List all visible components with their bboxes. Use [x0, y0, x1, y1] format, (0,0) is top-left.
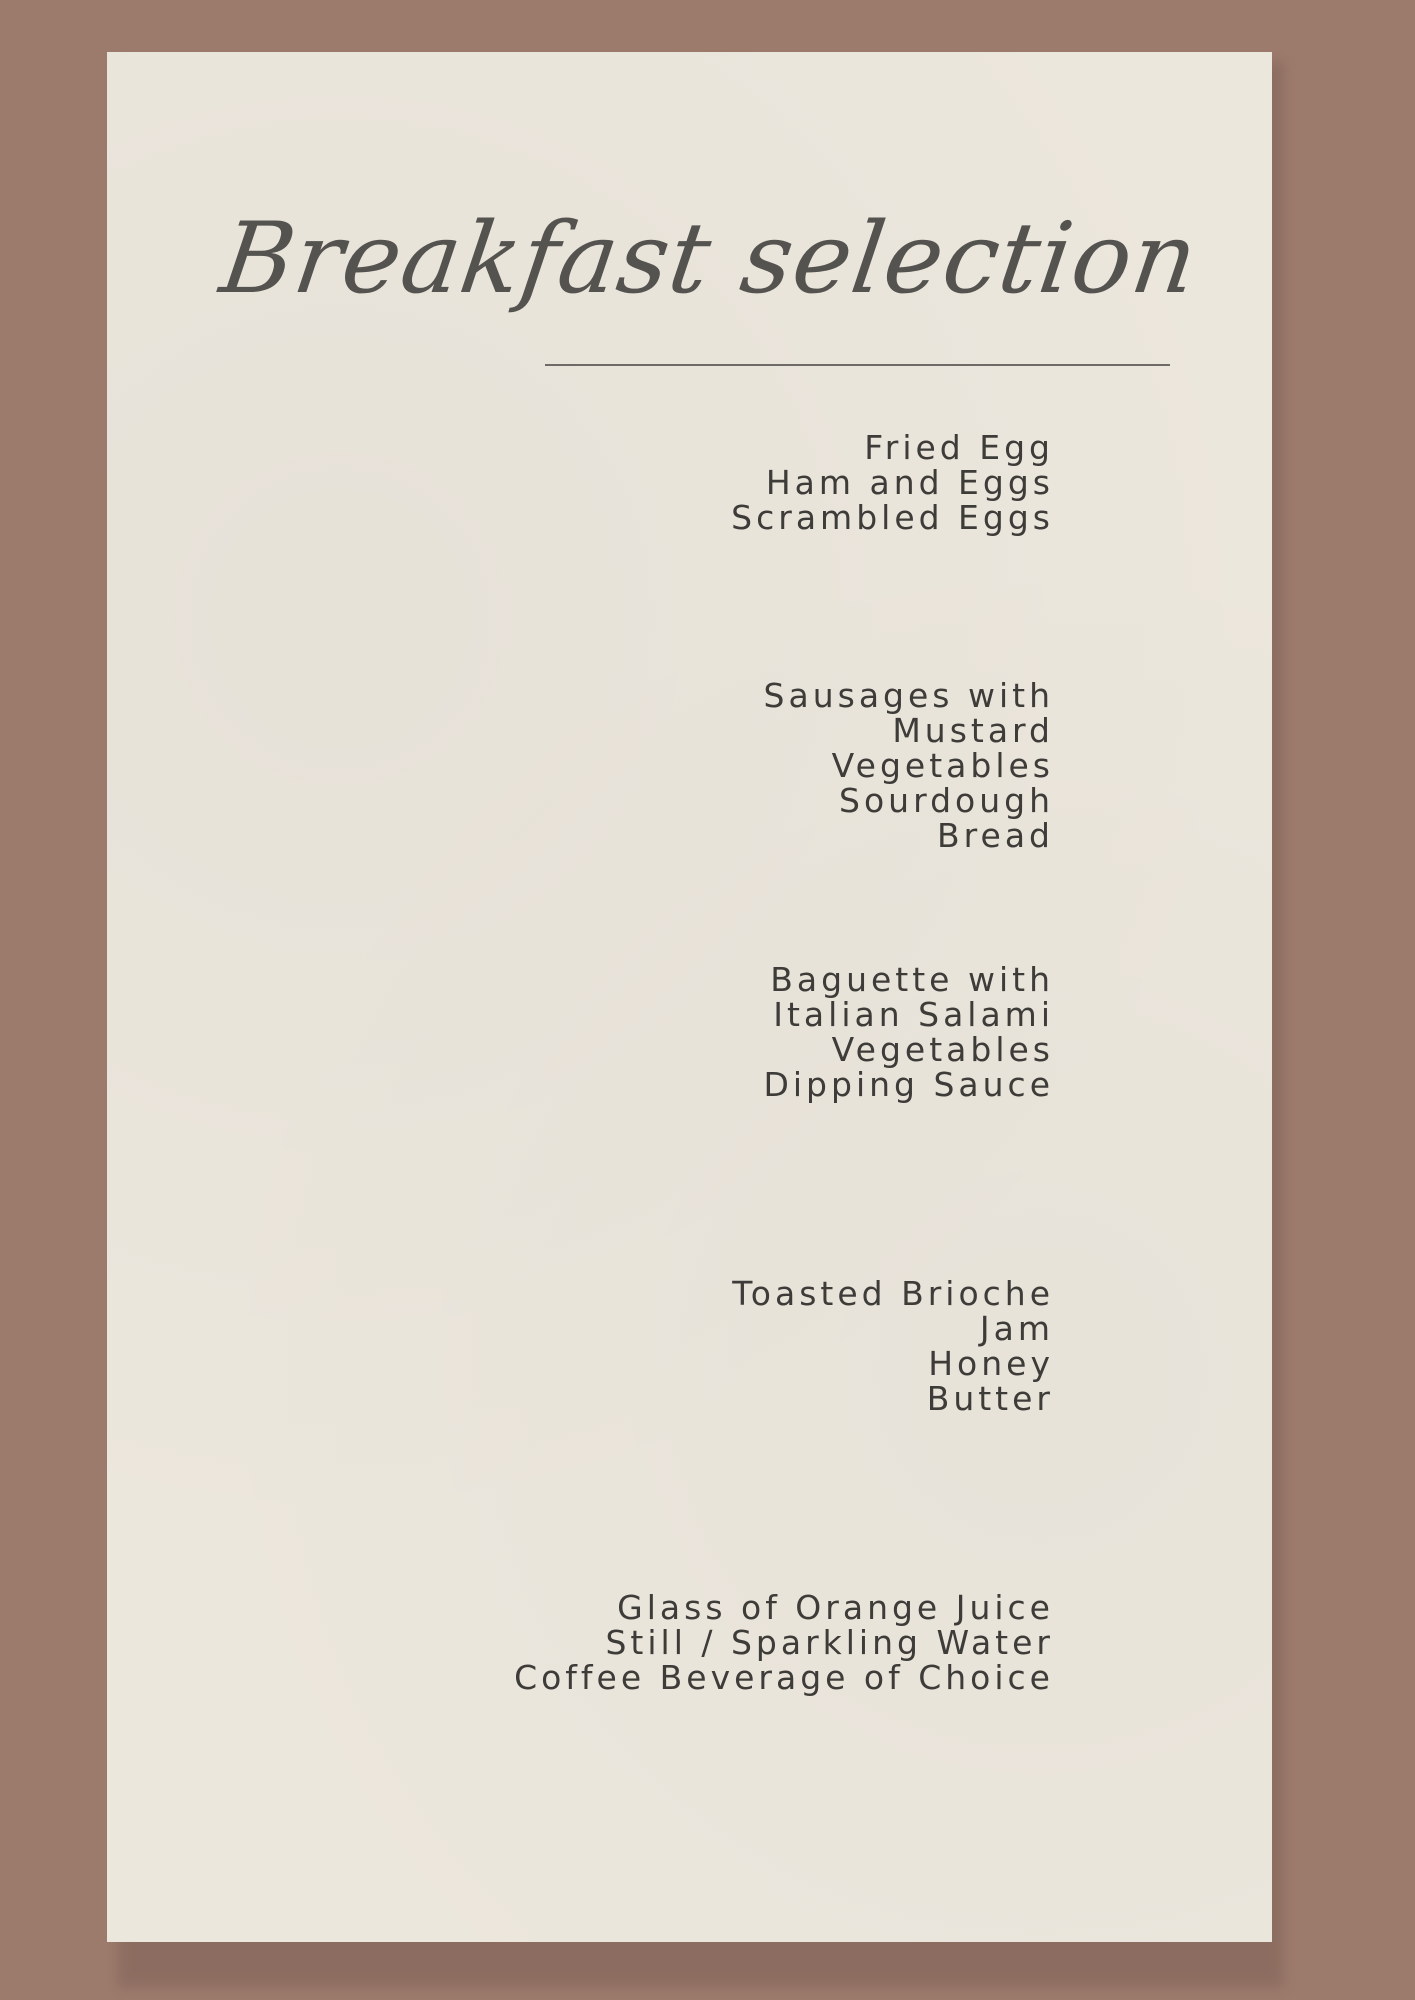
menu-item: Toasted Brioche: [732, 1274, 1054, 1313]
menu-item: Ham and Eggs: [765, 463, 1054, 502]
menu-item: Scrambled Eggs: [731, 498, 1054, 537]
menu-group-eggs: [731, 430, 1054, 535]
menu-item: Sourdough: [839, 781, 1054, 820]
menu-item: Butter: [926, 1379, 1054, 1418]
menu-title: Breakfast selection: [214, 202, 1205, 316]
menu-item: Bread: [937, 816, 1054, 855]
title-divider: [545, 364, 1170, 366]
menu-item: Italian Salami: [773, 995, 1054, 1034]
menu-item: Mustard: [892, 711, 1054, 750]
menu-item: Fried Egg: [864, 428, 1054, 467]
menu-group-baguette: [763, 962, 1054, 1102]
menu-item: Vegetables: [831, 1030, 1054, 1069]
menu-item: Honey: [928, 1344, 1054, 1383]
menu-item: Coffee Beverage of Choice: [514, 1658, 1054, 1697]
menu-group-drinks: [514, 1590, 1054, 1695]
menu-item: Dipping Sauce: [763, 1065, 1054, 1104]
menu-group-brioche: [732, 1276, 1054, 1416]
menu-item: Jam: [979, 1309, 1054, 1348]
menu-item: Glass of Orange Juice: [617, 1588, 1054, 1627]
menu-item: Vegetables: [831, 746, 1054, 785]
menu-card: [107, 52, 1272, 1942]
menu-group-sausages: [764, 678, 1054, 853]
menu-item: Baguette with: [770, 960, 1054, 999]
menu-item: Still / Sparkling Water: [605, 1623, 1054, 1662]
menu-item: Sausages with: [763, 676, 1054, 715]
